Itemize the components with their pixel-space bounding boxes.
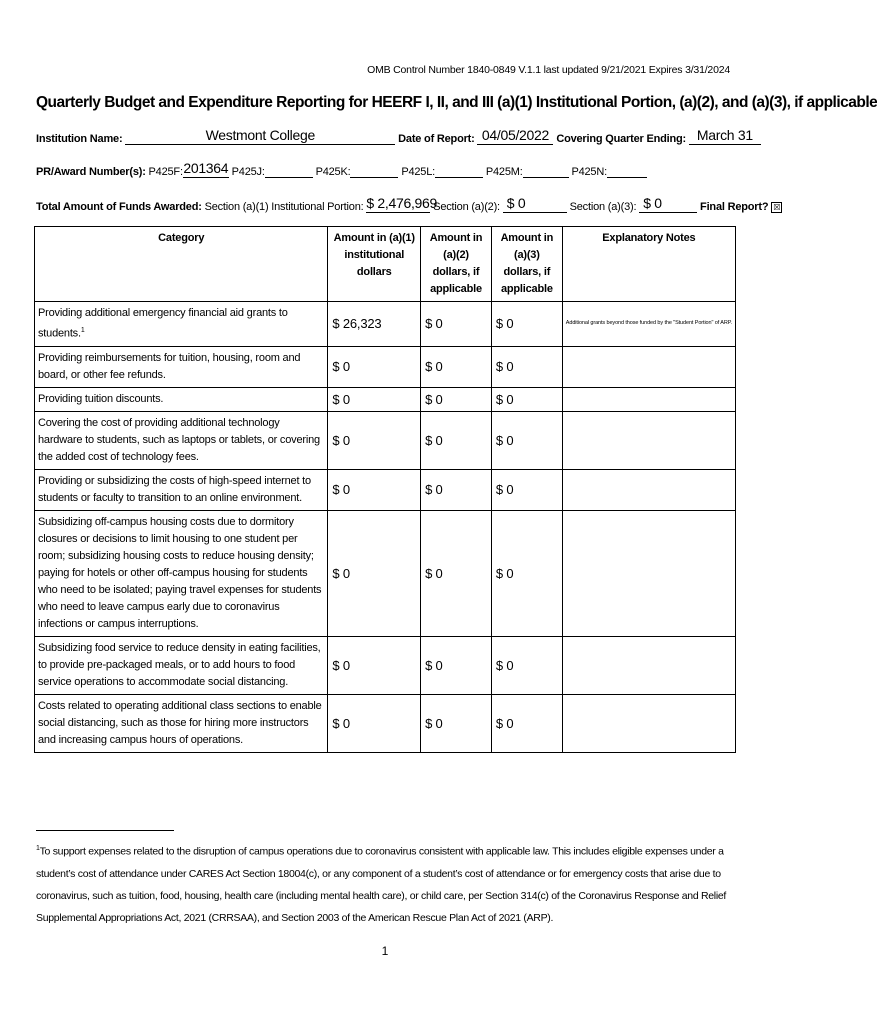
category-text: Providing reimbursements for tuition, housing, room and board, or other fee refunds. xyxy=(38,351,301,381)
amount-a1-cell[interactable]: $ 0 xyxy=(328,510,421,636)
p425k-field[interactable] xyxy=(350,165,398,178)
footnote-mark: 1 xyxy=(36,845,40,852)
header-notes: Explanatory Notes xyxy=(562,227,735,302)
a1-label: Section (a)(1) Institutional Portion: xyxy=(204,201,364,213)
amount-a3-cell[interactable]: $ 0 xyxy=(491,469,562,510)
notes-cell[interactable] xyxy=(562,636,735,694)
a2-field[interactable] xyxy=(503,195,567,213)
institution-row xyxy=(36,127,761,145)
category-text: Costs related to operating additional class sections to enable social distancing, such as those for hiring more instructors and increasing campus hours of operations. xyxy=(38,699,322,746)
category-cell xyxy=(35,346,328,387)
quarter-value: March 31 xyxy=(696,127,753,143)
total-funds-row xyxy=(36,195,782,213)
amount-a3-cell[interactable]: $ 0 xyxy=(491,387,562,411)
notes-cell[interactable] xyxy=(562,510,735,636)
institution-value: Westmont College xyxy=(205,127,315,143)
a3-value: $ 0 xyxy=(643,195,662,211)
category-text: Providing or subsidizing the costs of high-speed internet to students or faculty to transition to an online environment. xyxy=(38,474,311,504)
category-cell xyxy=(35,510,328,636)
category-text: Providing tuition discounts. xyxy=(38,392,164,405)
amount-a2-cell[interactable]: $ 0 xyxy=(421,302,492,347)
category-cell xyxy=(35,411,328,469)
table-row xyxy=(35,469,736,510)
amount-a1-cell[interactable]: $ 0 xyxy=(328,387,421,411)
notes-cell[interactable] xyxy=(562,411,735,469)
final-report-label: Final Report? xyxy=(700,201,769,213)
footnote-ref: 1 xyxy=(80,327,85,334)
amount-a3-cell[interactable]: $ 0 xyxy=(491,510,562,636)
p425j-field[interactable] xyxy=(265,165,313,178)
institution-field[interactable] xyxy=(125,127,395,145)
date-value: 04/05/2022 xyxy=(481,127,549,143)
quarter-label: Covering Quarter Ending: xyxy=(556,133,686,145)
total-funds-label: Total Amount of Funds Awarded: xyxy=(36,201,202,213)
p425f-value: 201364 xyxy=(183,160,229,176)
footnote-divider xyxy=(36,830,174,831)
category-text: Subsidizing off-campus housing costs due to dormitory closures or decisions to limit housing to one student per room; subsidizing housing costs to reduce housing density; paying for hotels or other off-campus housing for students who need to be isolated; paying travel expenses for students who need to leave campus early due to coronavirus infections or campus interruptions. xyxy=(38,515,322,630)
quarter-field[interactable] xyxy=(689,127,761,145)
amount-a1-cell[interactable]: $ 0 xyxy=(328,346,421,387)
a1-value: $ 2,476,969 xyxy=(366,195,438,211)
a2-value: $ 0 xyxy=(506,195,526,211)
amount-a1-cell[interactable]: $ 0 xyxy=(328,636,421,694)
category-text: Providing additional emergency financial aid grants to students. xyxy=(38,307,288,340)
a3-label: Section (a)(3): xyxy=(569,201,637,213)
category-cell xyxy=(35,302,328,347)
category-text: Covering the cost of providing additional technology hardware to students, such as laptops or tablets, or covering the added cost of technology fees. xyxy=(38,416,320,463)
notes-cell[interactable]: Additional grants beyond those funded by the "Student Portion" of ARP. xyxy=(562,302,735,347)
table-row xyxy=(35,387,736,411)
amount-a1-cell[interactable]: $ 0 xyxy=(328,694,421,752)
amount-a2-cell[interactable]: $ 0 xyxy=(421,411,492,469)
page-number: 1 xyxy=(381,944,389,958)
amount-a3-cell[interactable]: $ 0 xyxy=(491,694,562,752)
p425k-label: P425K: xyxy=(315,166,351,178)
header-a1: Amount in (a)(1) institutional dollars xyxy=(328,227,421,302)
amount-a2-cell[interactable]: $ 0 xyxy=(421,636,492,694)
table-row xyxy=(35,302,736,347)
category-cell xyxy=(35,387,328,411)
a2-label: Section (a)(2): xyxy=(433,201,500,213)
amount-a2-cell[interactable]: $ 0 xyxy=(421,469,492,510)
p425n-field[interactable] xyxy=(607,165,647,178)
table-row xyxy=(35,636,736,694)
header-a3: Amount in (a)(3) dollars, if applicable xyxy=(491,227,562,302)
category-text: Subsidizing food service to reduce density in eating facilities, to provide pre-packaged meals, or to add hours to food service operations to accommodate social distancing. xyxy=(38,641,321,688)
amount-a2-cell[interactable]: $ 0 xyxy=(421,510,492,636)
notes-cell[interactable] xyxy=(562,346,735,387)
amount-a2-cell[interactable]: $ 0 xyxy=(421,346,492,387)
amount-a3-cell[interactable]: $ 0 xyxy=(491,636,562,694)
a3-field[interactable] xyxy=(639,195,697,213)
award-number-row xyxy=(36,160,647,178)
notes-cell[interactable] xyxy=(562,469,735,510)
pr-award-label: PR/Award Number(s): xyxy=(36,166,146,178)
p425f-field[interactable] xyxy=(183,160,229,178)
category-cell xyxy=(35,694,328,752)
table-header-row xyxy=(35,227,736,302)
omb-control-number: OMB Control Number 1840-0849 V.1.1 last updated 9/21/2021 Expires 3/31/2024 xyxy=(367,64,730,76)
p425m-label: P425M: xyxy=(485,166,523,178)
p425n-label: P425N: xyxy=(571,166,607,178)
table-row xyxy=(35,346,736,387)
date-label: Date of Report: xyxy=(398,133,475,145)
p425l-field[interactable] xyxy=(435,165,483,178)
amount-a1-cell[interactable]: $ 0 xyxy=(328,469,421,510)
table-row xyxy=(35,510,736,636)
date-field[interactable] xyxy=(477,127,553,145)
category-cell xyxy=(35,636,328,694)
table-row xyxy=(35,411,736,469)
category-cell xyxy=(35,469,328,510)
amount-a2-cell[interactable]: $ 0 xyxy=(421,387,492,411)
amount-a2-cell[interactable]: $ 0 xyxy=(421,694,492,752)
footnote xyxy=(36,838,736,929)
p425l-label: P425L: xyxy=(401,166,435,178)
expenditure-table xyxy=(34,226,736,753)
header-category: Category xyxy=(35,227,328,302)
institution-label: Institution Name: xyxy=(36,133,123,145)
a1-field[interactable] xyxy=(366,195,438,213)
notes-cell[interactable] xyxy=(562,694,735,752)
footnote-text: To support expenses related to the disruption of campus operations due to coronavirus consistent with applicable law. This includes eligible expenses under a student’s cost of attendance under CARES Act Section 18004(c), or any component of a student’s cost of attendance or for emergency costs that arise due to coronavirus, such as tuition, food, housing, health care (including mental health care), or child care, per Section 314(c) of the Coronavirus Response and Relief Supplemental Appropriations Act, 2021 (CRRSAA), and Section 2003 of the American Rescue Plan Act of 2021 (ARP). xyxy=(36,845,727,924)
amount-a1-cell[interactable]: $ 26,323 xyxy=(328,302,421,347)
amount-a1-cell[interactable]: $ 0 xyxy=(328,411,421,469)
header-a2: Amount in (a)(2) dollars, if applicable xyxy=(421,227,492,302)
amount-a3-cell[interactable]: $ 0 xyxy=(491,302,562,347)
amount-a3-cell[interactable]: $ 0 xyxy=(491,411,562,469)
p425f-label: P425F: xyxy=(148,166,183,178)
notes-cell[interactable] xyxy=(562,387,735,411)
amount-a3-cell[interactable]: $ 0 xyxy=(491,346,562,387)
final-report-checkbox[interactable]: ☒ xyxy=(771,202,782,213)
table-row xyxy=(35,694,736,752)
page-title: Quarterly Budget and Expenditure Reporting for HEERF I, II, and III (a)(1) Institutional Portion, (a)(2), and (a)(3), if applicable xyxy=(36,94,877,111)
p425m-field[interactable] xyxy=(523,165,569,178)
p425j-label: P425J: xyxy=(231,166,265,178)
